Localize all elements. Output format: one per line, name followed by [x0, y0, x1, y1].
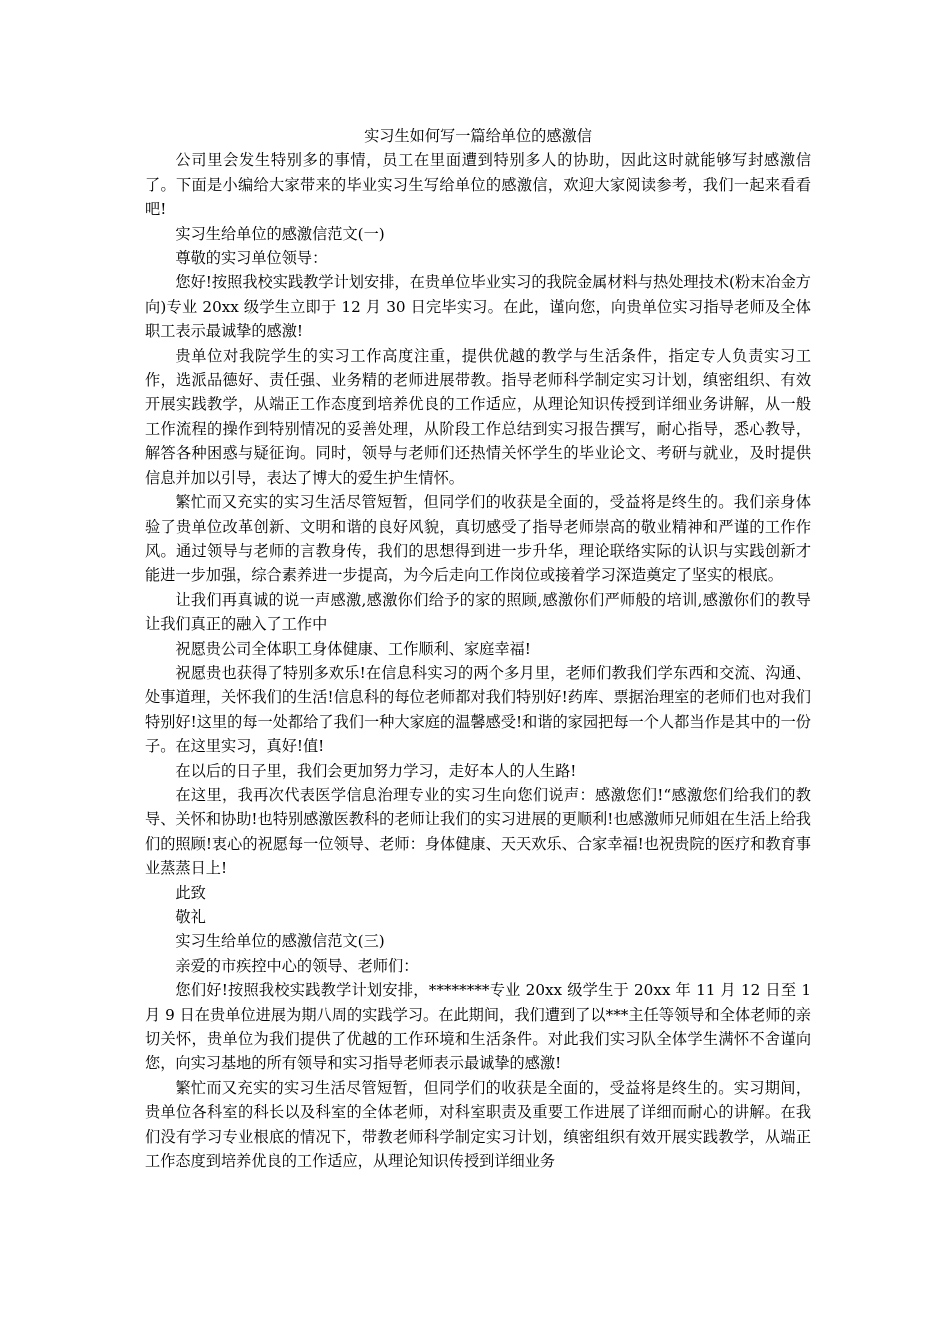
closing-line: 敬礼	[175, 908, 206, 926]
intro-paragraph: 公司里会发生特别多的事情，员工在里面遭到特别多人的协助，因此这时就能够写封感激信了。下面是小编给大家带来的毕业实习生写给单位的感激信，欢迎大家阅读参考，我们一起来看看吧!	[145, 151, 811, 219]
document-title: 实习生如何写一篇给单位的感激信	[364, 127, 592, 145]
salutation-3: 亲爱的市疾控中心的领导、老师们：	[175, 956, 419, 975]
section-heading-3: 实习生给单位的感激信范文(三)	[175, 932, 385, 951]
body-paragraph: 您们好!按照我校实践教学计划安排，********专业 20xx 级学生于 20xx 年 11 月 12 日至 1 月 9 日在贵单位进展为期八周的实践学习。在此期间，我们遭到了以***主任等领导和全体老师的亲切关怀，贵单位为我们提供了优越的工作环境和生活条件。对此我们实习队全体学生满怀不舍谨向您，向实习基地的所有领导和实习指导老师表示最诚挚的感激!	[145, 981, 811, 1073]
body-paragraph: 繁忙而又充实的实习生活尽管短暂，但同学们的收获是全面的，受益将是终生的。我们亲身体验了贵单位改革创新、文明和谐的良好风貌，真切感受了指导老师崇高的敬业精神和严谨的工作作风。通过领导与老师的言教身传，我们的思想得到进一步升华，理论联络实际的认识与实践创新才能进一步加强，综合素养进一步提高，为今后走向工作岗位或接着学习深造奠定了坚实的根底。	[145, 493, 811, 585]
body-paragraph: 繁忙而又充实的实习生活尽管短暂，但同学们的收获是全面的，受益将是终生的。实习期间，贵单位各科室的科长以及科室的全体老师，对科室职责及重要工作进展了详细而耐心的讲解。在我们没有学习专业根底的情况下，带教老师科学制定实习计划，缜密组织有效开展实践教学，从端正工作态度到培养优良的工作适应，从理论知识传授到详细业务	[145, 1078, 811, 1171]
body-paragraph: 贵单位对我院学生的实习工作高度注重，提供优越的教学与生活条件，指定专人负责实习工作，选派品德好、责任强、业务精的老师进展带教。指导老师科学制定实习计划，缜密组织、有效开展实践教学，从端正工作态度到培养优良的工作适应，从理论知识传授到详细业务讲解，从一般工作流程的操作到特别情况的妥善处理，从阶段工作总结到实习报告撰写，耐心指导，悉心教导，解答各种困惑与疑征询。同时，领导与老师们还热情关怀学生的毕业论文、考研与就业，及时提供信息并加以引导，表达了博大的爱生护生情怀。	[145, 346, 811, 487]
section-heading-1: 实习生给单位的感激信范文(一)	[175, 224, 385, 243]
body-paragraph: 您好!按照我校实践教学计划安排，在贵单位毕业实习的我院金属材料与热处理技术(粉末冶金方向)专业 20xx 级学生立即于 12 月 30 日完毕实习。在此，谨向您，向贵单位实习指导老师及全体职工表示最诚挚的感激!	[145, 273, 811, 341]
body-paragraph: 在以后的日子里，我们会更加努力学习，走好本人的人生路!	[175, 761, 577, 780]
document-page	[145, 124, 811, 1173]
salutation-1: 尊敬的实习单位领导：	[175, 249, 328, 268]
body-paragraph: 让我们再真诚的说一声感激,感激你们给予的家的照顾,感激你们严师般的培训,感激你们的教导让我们真正的融入了工作中	[145, 590, 811, 634]
body-paragraph: 在这里，我再次代表医学信息治理专业的实习生向您们说声：感激您们!“感激您们给我们的教导、关怀和协助!也特别感激医教科的老师让我们的实习进展的更顺利!也感激师兄师姐在生活上给我们的照顾!衷心的祝愿每一位领导、老师：身体健康、天天欢乐、合家幸福!也祝贵院的医疗和教育事业蒸蒸日上!	[145, 785, 811, 878]
body-paragraph: 祝愿贵公司全体职工身体健康、工作顺利、家庭幸福!	[175, 639, 531, 658]
closing-line: 此致	[175, 883, 206, 902]
body-paragraph: 祝愿贵也获得了特别多欢乐!在信息科实习的两个多月里，老师们教我们学东西和交流、沟通、处事道理，关怀我们的生活!信息科的每位老师都对我们特别好!药库、票据治理室的老师们也对我们特别好!这里的每一处都给了我们一种大家庭的温馨感受!和谐的家园把每一个人都当作是其中的一份子。在这里实习，真好!值!	[145, 663, 811, 756]
